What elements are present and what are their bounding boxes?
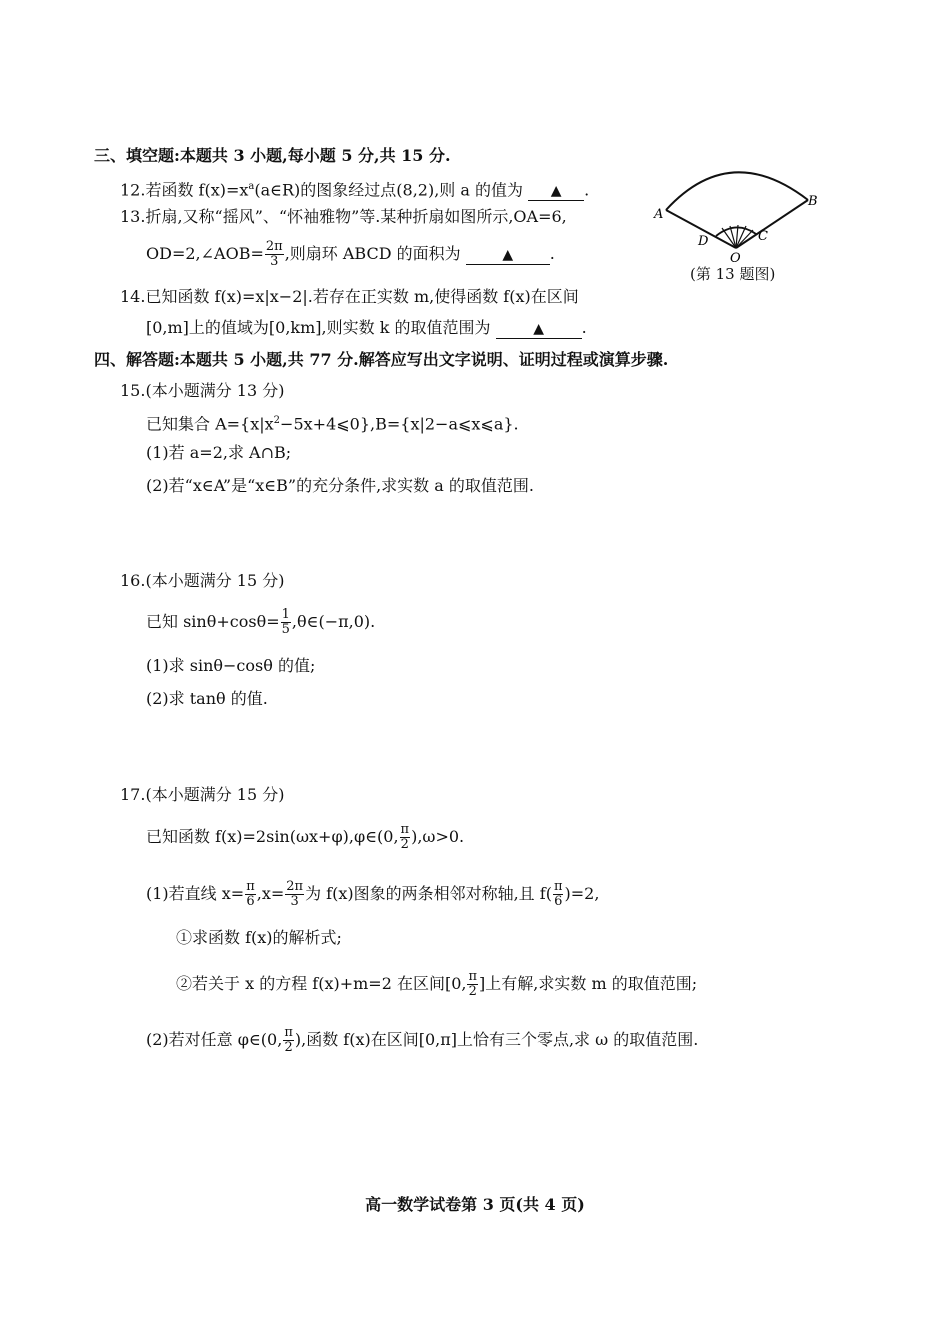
q17-sub2-a: ②若关于 x 的方程 f(x)+m=2 在区间[0, [176, 974, 467, 993]
q17-p2-f-num: π [284, 1025, 293, 1040]
q16-stem-pre: 已知 sinθ+cosθ= [146, 612, 280, 631]
section-3-title: 三、填空题:本题共 3 小题,每小题 5 分,共 15 分. [94, 146, 451, 165]
q17-p2-a: (2)若对任意 φ∈(0, [146, 1030, 283, 1049]
q13-text-post: ,则扇环 ABCD 的面积为 [284, 244, 461, 263]
q12-answer-blank [528, 181, 584, 201]
q16-frac-num: 1 [281, 607, 290, 622]
question-15-part1: (1)若 a=2,求 A∩B; [146, 443, 292, 462]
q17-sub2-frac [467, 970, 478, 999]
q16-frac-den: 5 [281, 622, 290, 637]
section-4-title: 四、解答题:本题共 5 小题,共 77 分.解答应写出文字说明、证明过程或演算步骤. [94, 350, 669, 369]
q12-end: . [584, 180, 590, 200]
q17-p1-b: ,x= [256, 884, 285, 903]
q17-p1-f2-num: 2π [286, 879, 304, 894]
question-17-sub1: ①求函数 f(x)的解析式; [176, 928, 342, 947]
q12-text: 12.若函数 f(x)=x [120, 180, 249, 200]
q17-sub2-f-den: 2 [468, 984, 477, 999]
q14-end: . [581, 318, 587, 337]
q15-stem-pre: 已知集合 A={x|x [146, 414, 274, 434]
q13-frac-num: 2π [265, 239, 283, 254]
q12-text-post: (a∈R)的图象经过点(8,2),则 a 的值为 [254, 180, 524, 200]
q17-p2-f-den: 2 [284, 1040, 293, 1055]
question-14-line1: 14.已知函数 f(x)=x|x−2|.若存在正实数 m,使得函数 f(x)在区间 [120, 287, 579, 306]
label-a: A [654, 207, 664, 222]
question-16-stem [146, 608, 375, 637]
q17-p1-frac1 [245, 880, 256, 909]
q17-stem-frac-num: π [400, 822, 410, 837]
q17-p1-a: (1)若直线 x= [146, 884, 245, 903]
question-16-head: 16.(本小题满分 15 分) [120, 571, 285, 590]
q16-stem-post: ,θ∈(−π,0). [291, 612, 376, 631]
question-16-part2: (2)求 tanθ 的值. [146, 689, 268, 708]
q13-frac-den: 3 [270, 254, 279, 269]
q17-sub2-f-num: π [468, 969, 478, 984]
q14-text: [0,m]上的值域为[0,km],则实数 k 的取值范围为 [146, 318, 491, 337]
q15-stem-post: −5x+4⩽0},B={x|2−a⩽x⩽a}. [280, 414, 519, 434]
question-13-line2 [146, 240, 555, 269]
answer-triangle-icon: ▲ [550, 183, 562, 200]
question-17-part2 [146, 1026, 698, 1055]
label-c: C [758, 229, 768, 244]
q12-exponent: a [248, 181, 255, 192]
q17-p1-f2-den: 3 [290, 894, 299, 909]
question-15-head: 15.(本小题满分 13 分) [120, 381, 285, 400]
answer-triangle-icon: ▲ [502, 247, 514, 263]
fan-radius-ob [736, 200, 808, 248]
q17-p1-f1-den: 6 [246, 894, 255, 909]
question-15-part2: (2)若“x∈A”是“x∈B”的充分条件,求实数 a 的取值范围. [146, 476, 534, 495]
q17-p1-f1-num: π [246, 879, 255, 894]
q17-p1-frac2 [285, 880, 304, 909]
label-o: O [730, 251, 741, 266]
question-12 [120, 176, 589, 201]
q14-answer-blank [496, 319, 582, 339]
answer-triangle-icon: ▲ [533, 321, 544, 337]
q13-answer-blank [466, 245, 550, 265]
q17-p1-f3-den: 6 [554, 894, 563, 909]
q15-exponent: 2 [273, 415, 281, 426]
q13-fraction [265, 240, 284, 269]
q17-stem-post: ),ω>0. [411, 827, 465, 846]
q17-stem-fraction [400, 823, 411, 852]
q17-p2-frac [283, 1026, 294, 1055]
question-14-line2 [146, 317, 587, 339]
label-b: B [808, 194, 818, 209]
q17-p1-frac3 [553, 880, 564, 909]
question-17-sub2 [176, 970, 697, 999]
question-15-stem [146, 410, 519, 435]
q13-text-pre: OD=2,∠AOB= [146, 244, 264, 263]
question-13-line1: 13.折扇,又称“摇风”、“怀袖雅物”等.某种折扇如图所示,OA=6, [120, 207, 567, 226]
q17-p1-f3-num: π [553, 879, 563, 894]
fan-outer-arc [666, 172, 808, 210]
label-d: D [698, 234, 709, 249]
figure-caption: (第 13 题图) [690, 265, 776, 283]
q17-sub2-b: ]上有解,求实数 m 的取值范围; [479, 974, 698, 993]
q17-stem-frac-den: 2 [400, 837, 409, 852]
q16-fraction [281, 608, 291, 637]
q17-p2-b: ),函数 f(x)在区间[0,π]上恰有三个零点,求 ω 的取值范围. [294, 1030, 699, 1049]
q13-end: . [549, 244, 555, 263]
q17-p1-c: 为 f(x)图象的两条相邻对称轴,且 f( [305, 884, 552, 903]
q17-p1-d: )=2, [564, 884, 600, 903]
question-17-part1 [146, 880, 599, 909]
page-footer: 高一数学试卷第 3 页(共 4 页) [365, 1195, 585, 1214]
question-16-part1: (1)求 sinθ−cosθ 的值; [146, 656, 316, 675]
question-17-head: 17.(本小题满分 15 分) [120, 785, 285, 804]
q17-stem-pre: 已知函数 f(x)=2sin(ωx+φ),φ∈(0, [146, 827, 399, 846]
question-17-stem [146, 823, 464, 852]
